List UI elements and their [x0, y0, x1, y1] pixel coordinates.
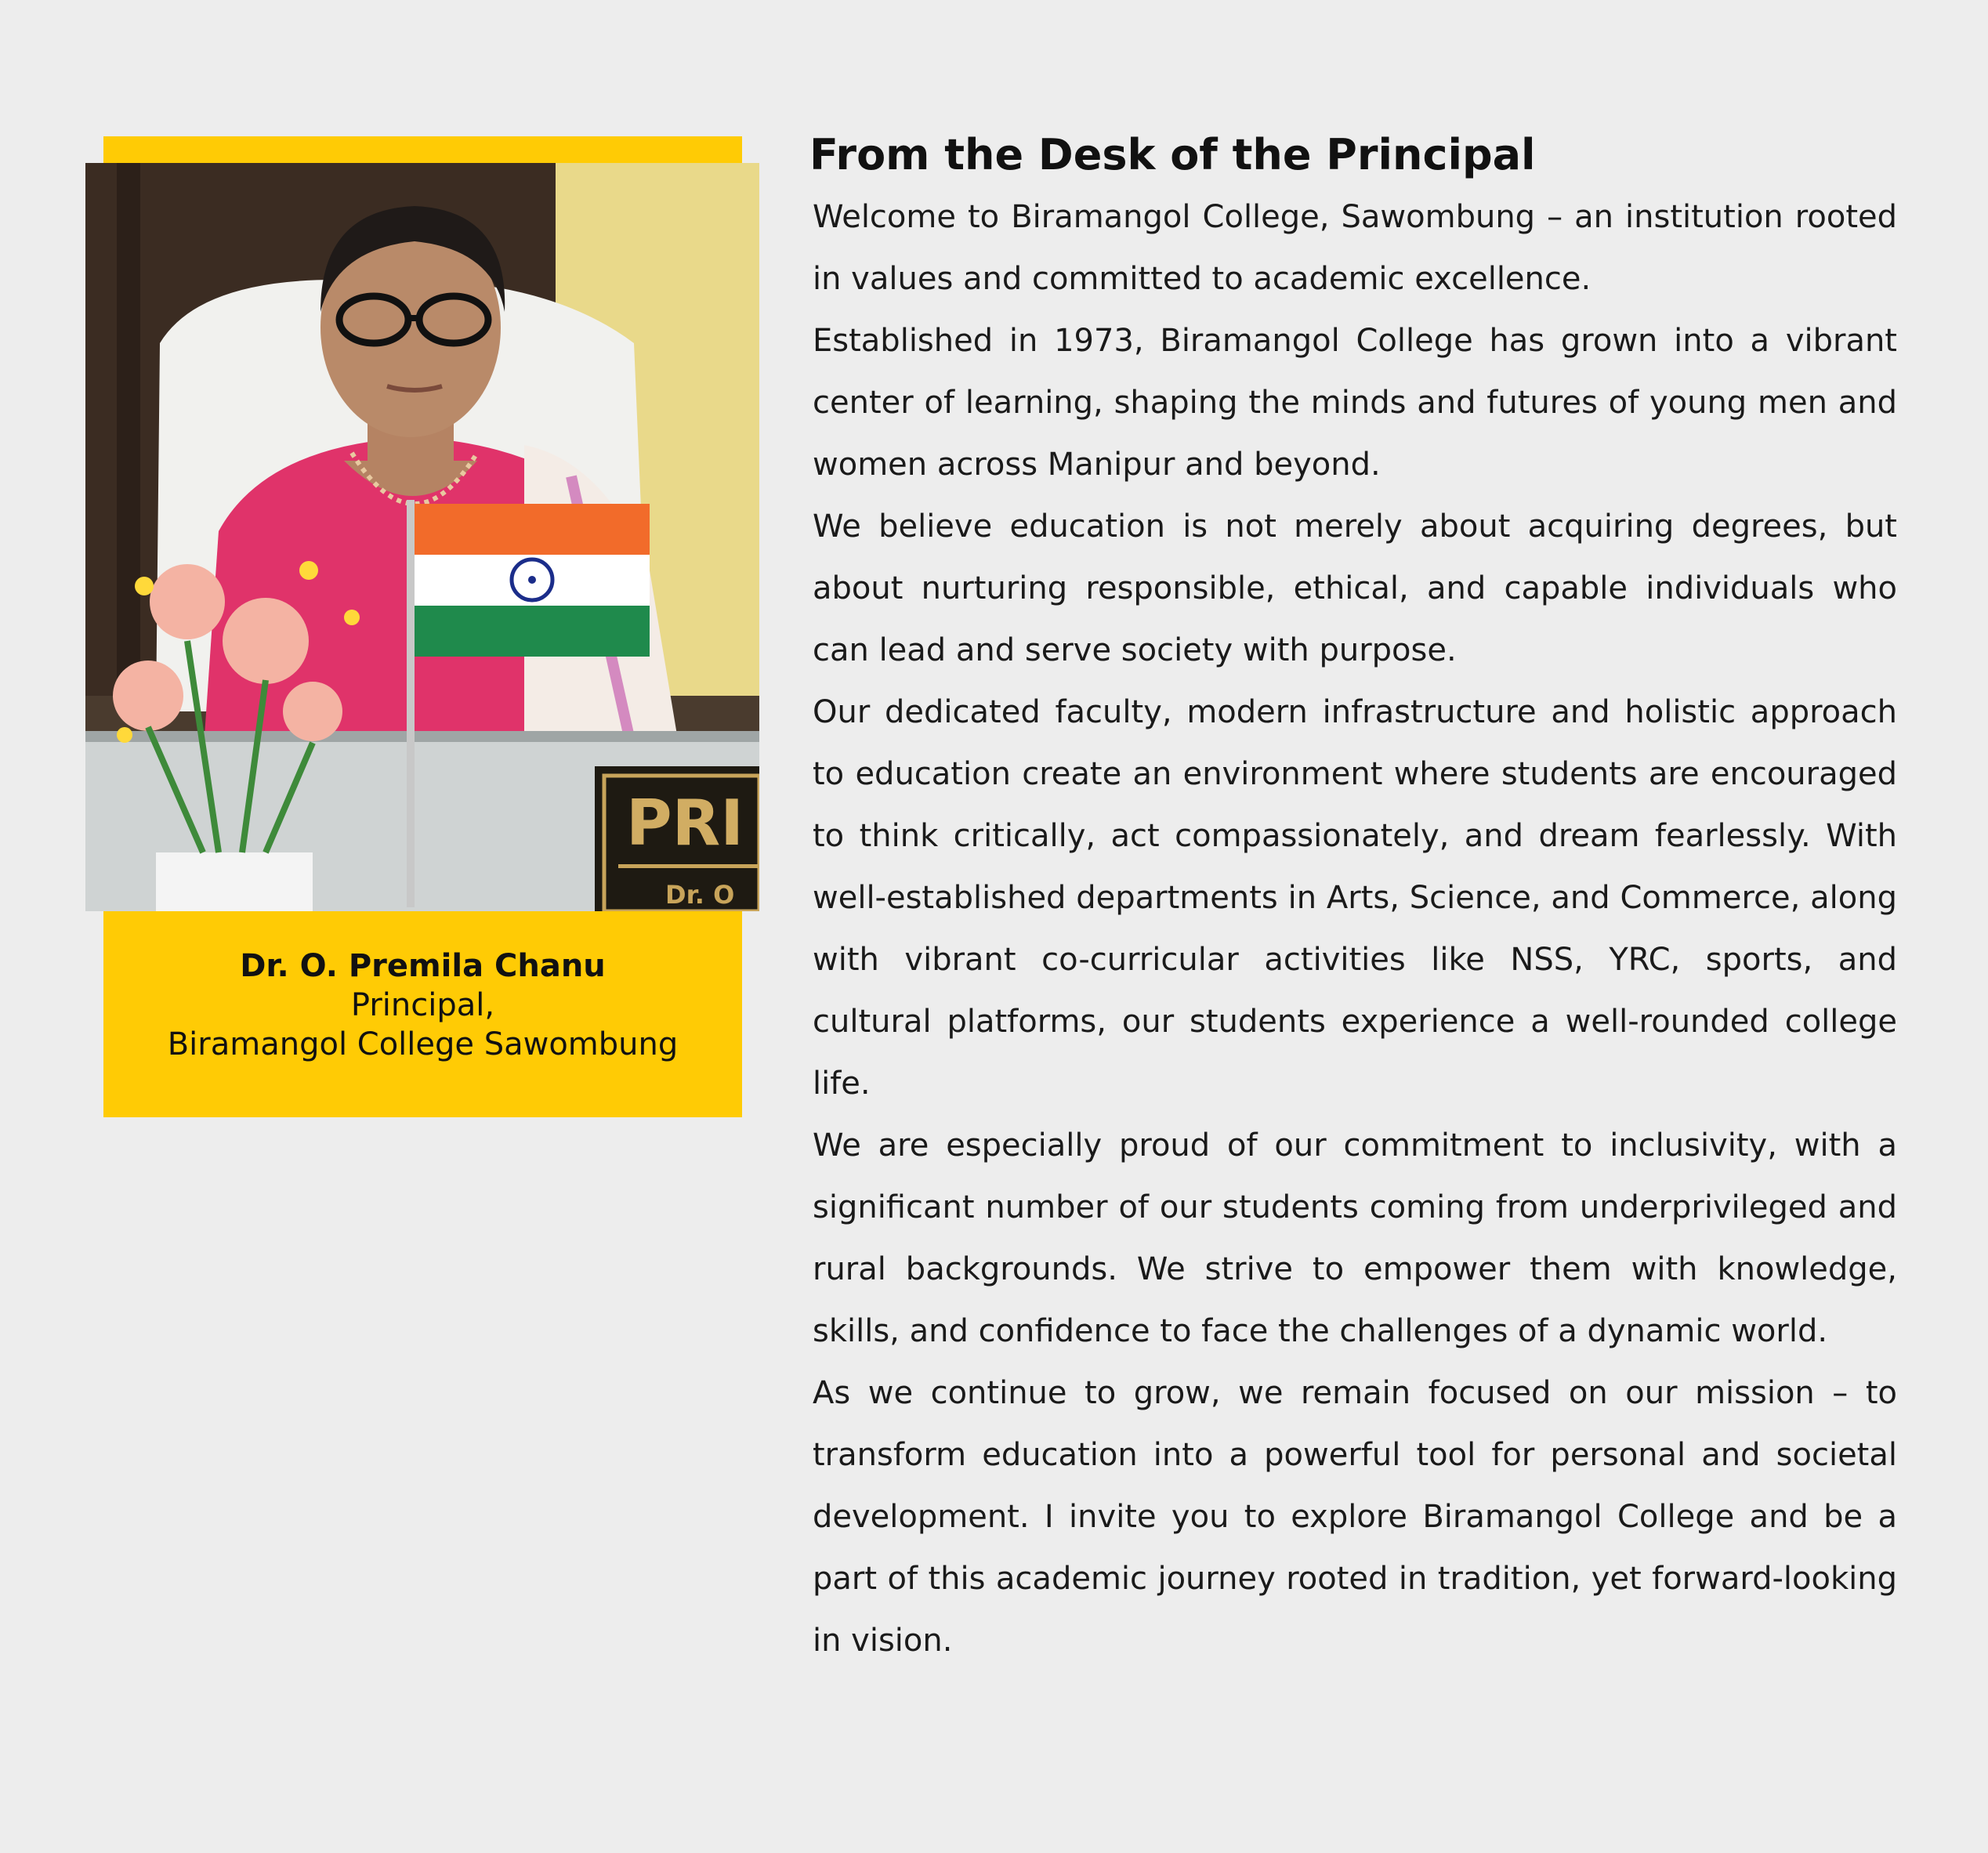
principal-photo-illustration — [85, 163, 759, 911]
principal-name: Dr. O. Premila Chanu — [240, 948, 606, 984]
message-paragraph: We are especially proud of our commitment to inclusivity, with a significant number of our students coming from underprivileged and rural backgrounds. We strive to empower them with knowledge, skills, and confidence to face the challenges of a dynamic world. — [813, 1127, 1897, 1349]
principal-photo — [85, 163, 759, 911]
nameplate-text: PRI — [626, 787, 744, 860]
message-paragraph: Our dedicated faculty, modern infrastructure and holistic approach to education create an environment where students are encouraged to think critically, act compassionately, and dream fearlessly. With well-established departments in Arts, Science, and Commerce, along with vibrant co-curricular activities like NSS, YRC, sports, and cultural platforms, our students experience a well-rounded college life. — [813, 694, 1897, 1102]
principal-message — [809, 124, 1897, 1672]
message-paragraph: Welcome to Biramangol College, Sawombung – an institution rooted in values and committed to academic excellence. — [813, 199, 1897, 297]
message-paragraph: We believe education is not merely about acquiring degrees, but about nurturing responsible, ethical, and capable individuals who can lead and serve society with purpose. — [813, 508, 1897, 668]
principal-caption — [103, 911, 742, 1117]
page-title: From the Desk of the Principal — [809, 130, 1536, 179]
nameplate-subtext: Dr. O — [665, 880, 735, 910]
principal-college: Biramangol College Sawombung — [167, 1026, 679, 1062]
accent-bar — [103, 136, 742, 165]
principal-title: Principal, — [350, 987, 495, 1023]
message-paragraph: As we continue to grow, we remain focused on our mission – to transform education into a powerful tool for personal and societal development. I invite you to explore Biramangol College and be a part of this academic journey rooted in tradition, yet forward-looking in vision. — [813, 1375, 1897, 1659]
message-paragraph: Established in 1973, Biramangol College has grown into a vibrant center of learning, shaping the minds and futures of young men and women across Manipur and beyond. — [813, 323, 1897, 483]
